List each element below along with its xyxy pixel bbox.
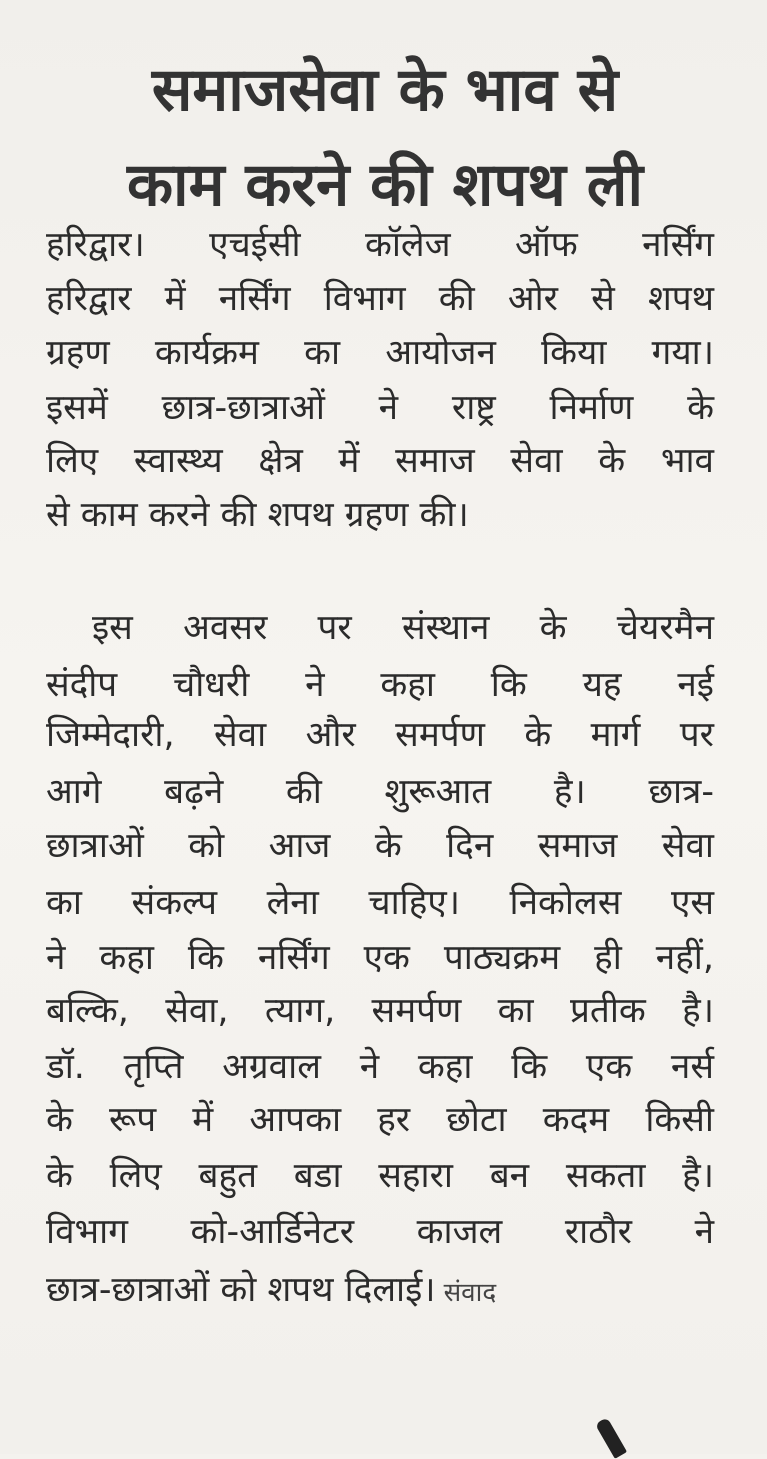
- article-line-text: ग्रहण कार्यक्रम का आयोजन किया गया।: [46, 333, 714, 373]
- article-line-text: के लिए बहुत बडा सहारा बन सकता है।: [46, 1156, 714, 1196]
- article-line-text: हरिद्वार में नर्सिंग विभाग की ओर से शपथ: [46, 279, 714, 319]
- article-line: [46, 879, 714, 927]
- article-line: [46, 275, 714, 323]
- article-line-text: छात्र-छात्राओं को शपथ दिलाई।: [46, 1270, 436, 1310]
- article-line: [46, 768, 714, 816]
- article-line-text: इस अवसर पर संस्थान के चेयरमैन: [92, 608, 714, 648]
- article-line-text: जिम्मेदारी, सेवा और समर्पण के मार्ग पर: [46, 715, 714, 755]
- article-line: [46, 1043, 714, 1091]
- article-line: [46, 987, 714, 1035]
- article-line: [46, 1096, 714, 1144]
- headline-line-2: काम करने की शपथ ली: [126, 150, 644, 220]
- article-line: [46, 1152, 714, 1200]
- article-line: [46, 711, 714, 759]
- article-line-text: आगे बढ़ने की शुरूआत है। छात्र-: [46, 772, 714, 812]
- ink-mark: [595, 1417, 627, 1459]
- byline-credit: संवाद: [443, 1278, 497, 1308]
- article-line-text: छात्राओं को आज के दिन समाज सेवा: [46, 826, 714, 866]
- article-line-text: संदीप चौधरी ने कहा कि यह नई: [46, 665, 714, 705]
- article-line-text: हरिद्वार। एचईसी कॉलेज ऑफ नर्सिंग: [46, 225, 714, 265]
- article-line: [46, 934, 714, 982]
- article-line-text: इसमें छात्र-छात्राओं ने राष्ट्र निर्माण के: [46, 388, 714, 428]
- article-line: [46, 661, 714, 709]
- article-line: [46, 1208, 714, 1256]
- article-line: [46, 384, 714, 432]
- article-line-text: का संकल्प लेना चाहिए। निकोलस एस: [46, 883, 714, 923]
- article-line: [92, 604, 714, 652]
- article-line: [46, 221, 714, 269]
- article-line-text: ने कहा कि नर्सिंग एक पाठ्यक्रम ही नहीं,: [46, 938, 714, 978]
- article-line-text: लिए स्वास्थ्य क्षेत्र में समाज सेवा के भाव: [46, 441, 714, 481]
- article-line: [46, 1266, 714, 1314]
- article-line-text: बल्कि, सेवा, त्याग, समर्पण का प्रतीक है।: [46, 991, 714, 1031]
- article-line-text: डॉ. तृप्ति अग्रवाल ने कहा कि एक नर्स: [46, 1047, 714, 1087]
- article-line: [46, 822, 714, 870]
- article-line: [46, 329, 714, 377]
- article-line: [46, 491, 714, 539]
- article-line-text: से काम करने की शपथ ग्रहण की।: [46, 495, 469, 535]
- article-line-text: विभाग को-आर्डिनेटर काजल राठौर ने: [46, 1212, 714, 1252]
- headline-line-1: समाजसेवा के भाव से: [151, 55, 619, 125]
- article-line-text: के रूप में आपका हर छोटा कदम किसी: [46, 1100, 714, 1140]
- article-line: [46, 437, 714, 485]
